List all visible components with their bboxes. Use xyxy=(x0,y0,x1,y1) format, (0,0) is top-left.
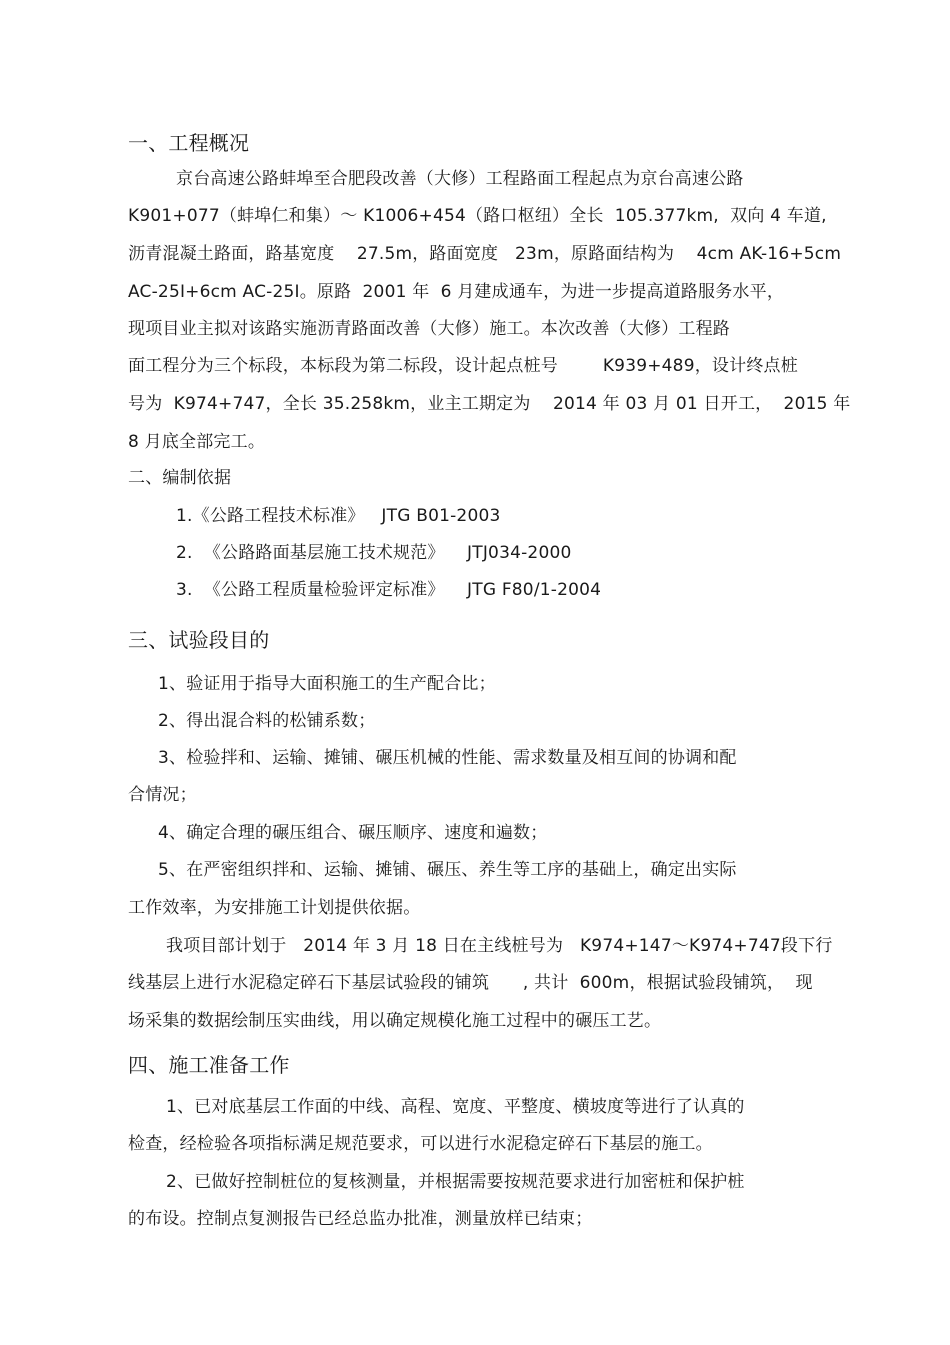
paragraph-line: 我项目部计划于 2014 年 3 月 18 日在主线桩号为 K974+147～K974+747段下行 xyxy=(166,936,833,956)
paragraph-line: 4、确定合理的碾压组合、碾压顺序、速度和遍数； xyxy=(158,823,548,843)
heading-compilation-basis: 二、编制依据 xyxy=(128,468,232,488)
heading-construction-preparation: 四、施工准备工作 xyxy=(128,1053,290,1077)
paragraph-line: 沥青混凝土路面，路基宽度 27.5m，路面宽度 23m，原路面结构为 4cm AK-16+5cm xyxy=(128,244,842,264)
list-item: 3. 《公路工程质量检验评定标准》 JTG F80/1-2004 xyxy=(176,580,602,600)
paragraph-line: 京台高速公路蚌埠至合肥段改善（大修）工程路面工程起点为京台高速公路 xyxy=(176,169,744,189)
heading-test-section-purpose: 三、试验段目的 xyxy=(128,628,270,652)
paragraph-line: AC-25I+6cm AC-25I。原路 2001 年 6 月建成通车，为进一步提高道路服务水平， xyxy=(128,282,785,302)
list-item: 1.《公路工程技术标准》 JTG B01-2003 xyxy=(176,506,501,526)
paragraph-line: 线基层上进行水泥稳定碎石下基层试验段的铺筑 , 共计 600m，根据试验段铺筑， 现 xyxy=(128,973,813,993)
paragraph-line: 3、检验拌和、运输、摊铺、碾压机械的性能、需求数量及相互间的协调和配 xyxy=(158,748,737,768)
paragraph-line: 1、验证用于指导大面积施工的生产配合比； xyxy=(158,674,496,694)
paragraph-line: 检查，经检验各项指标满足规范要求，可以进行水泥稳定碎石下基层的施工。 xyxy=(128,1134,713,1154)
paragraph-line: 2、已做好控制桩位的复核测量，并根据需要按规范要求进行加密桩和保护桩 xyxy=(166,1172,745,1192)
paragraph-line: 工作效率，为安排施工计划提供依据。 xyxy=(128,898,421,918)
paragraph-line: 现项目业主拟对该路实施沥青路面改善（大修）施工。本次改善（大修）工程路 xyxy=(128,319,730,339)
paragraph-line: 5、在严密组织拌和、运输、摊铺、碾压、养生等工序的基础上，确定出实际 xyxy=(158,860,737,880)
paragraph-line: 2、得出混合料的松铺系数； xyxy=(158,711,376,731)
paragraph-line: 号为 K974+747，全长 35.258km，业主工期定为 2014 年 03 月 01 日开工， 2015 年 xyxy=(128,394,851,414)
heading-project-overview: 一、工程概况 xyxy=(128,131,250,155)
paragraph-line: K901+077（蚌埠仁和集）～ K1006+454（路口枢纽）全长 105.377km, 双向 4 车道, xyxy=(128,206,827,226)
paragraph-line: 面工程分为三个标段，本标段为第二标段，设计起点桩号 K939+489，设计终点桩 xyxy=(128,356,798,376)
paragraph-line: 的布设。控制点复测报告已经总监办批准，测量放样已结束； xyxy=(128,1209,593,1229)
paragraph-line: 1、已对底基层工作面的中线、高程、宽度、平整度、横坡度等进行了认真的 xyxy=(166,1097,745,1117)
list-item: 2. 《公路路面基层施工技术规范》 JTJ034-2000 xyxy=(176,543,572,563)
paragraph-line: 场采集的数据绘制压实曲线，用以确定规模化施工过程中的碾压工艺。 xyxy=(128,1011,662,1031)
paragraph-line: 8 月底全部完工。 xyxy=(128,432,266,452)
paragraph-line: 合情况； xyxy=(128,785,197,805)
